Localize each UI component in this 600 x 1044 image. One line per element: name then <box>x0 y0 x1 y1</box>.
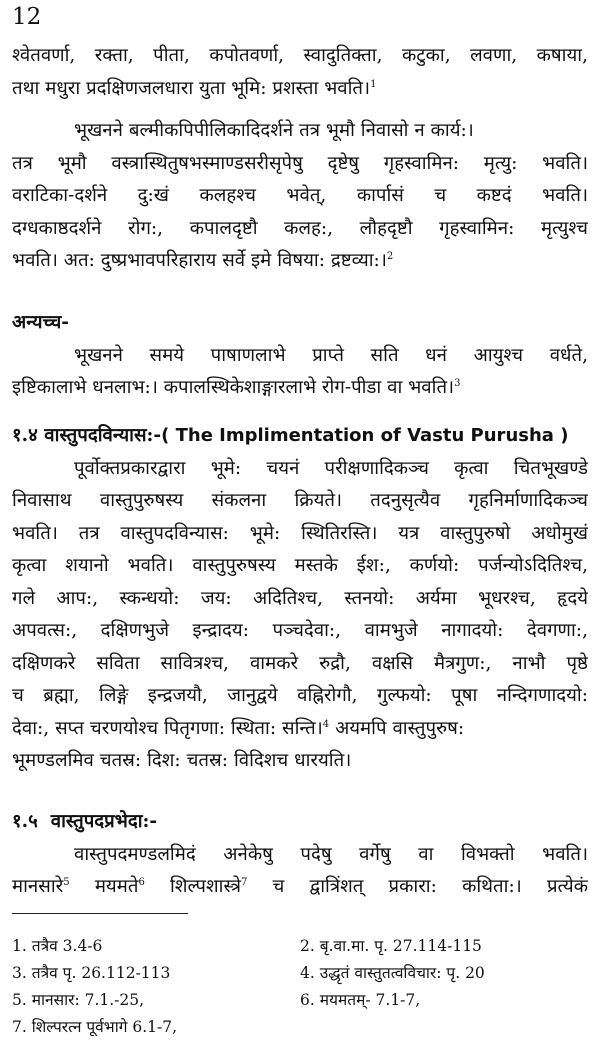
text-line: दग्धकाष्ठदर्शने रोग:, कपालदृष्टौ कलह:, लौहदृष्टौ गृहस्वामिन: मृत्युश्च <box>12 217 588 239</box>
section-heading-1-4 <box>12 420 588 453</box>
section-anyat <box>12 307 588 405</box>
paragraph-excavation-signs <box>12 115 588 278</box>
text-line: वास्तुपदमण्डलमिदं अनेकेषु पदेषु वर्गेषु वा विभक्तो भवति। <box>74 843 588 865</box>
text-line: दक्षिणकरे सविता सावित्रश्च, वामकरे रुद्रौ, वक्षसि मैत्रगुण:, नाभौ पृष्ठे <box>12 652 588 674</box>
footnote-3: 3. तत्रैव पृ. 26.112-113 <box>12 964 171 982</box>
text-line: भूखनने बल्मीकपिपीलिकादिदर्शने तत्र भूमौ निवासो न कार्य:। <box>74 120 474 141</box>
footnote-6: 6. मयमतम्- 7.1-7, <box>300 991 421 1009</box>
text-line: देवा:, सप्त चरणयोश्च पितृगणा: स्थिता: सन्ति।$^4$ अयमपि वास्तुपुरुष: <box>12 717 465 739</box>
section-1-5 <box>12 806 588 904</box>
section-title: वास्तुपदविन्यास:- <box>44 425 162 446</box>
footnote-ref: 1 <box>370 78 377 90</box>
section-number: १.४ <box>12 425 38 446</box>
text-line: तत्र भूमौ वस्त्रास्थितुषभस्माण्डसरीसृपेषु दृष्टेषु गृहस्वामिन: मृत्यु: भवति। <box>12 152 588 174</box>
footnote-ref: 3 <box>454 378 461 389</box>
text-line: भवति। तत्र वास्तुपदविन्यास: भूमे: स्थितिरस्ति। यत्र वास्तुपुरुषो अधोमुखं <box>12 522 588 544</box>
footnote-ref: 4 <box>322 718 330 730</box>
footnote-ref: 2 <box>386 251 394 262</box>
text-line: कृत्वा शयानो भवति। वास्तुपुरुषस्य मस्तके ईश:, कर्णयो: पर्जन्योऽदितिश्च, <box>12 555 588 576</box>
text-line: भूखनने समये पाषाणलाभे प्राप्ते सति धनं आयुश्च वर्धते, <box>74 344 588 366</box>
footnote-ref: 6 <box>138 877 145 888</box>
section-title-english: ( The Implimentation of Vastu Purusha ) <box>161 425 569 446</box>
text-line: अपवत्स:, दक्षिणभुजे इन्द्रादय: पञ्चदेवा:, वामभुजे नागादयो: देवगणा:, <box>12 620 588 641</box>
text-line: गले आप:, स्कन्धयो: जय: अदितिश्च, स्तनयो: अर्यमा भूधरश्च, हृदये <box>12 587 588 609</box>
footnote-4: 4. उद्धृतं वास्तुतत्वविचार: पृ. 20 <box>300 964 485 982</box>
paragraph-soil-colors <box>12 40 588 105</box>
text-line: वराटिका-दर्शने दु:खं कलहश्च भवेत्, कार्पासं च कष्टदं भवति। <box>12 185 588 206</box>
text-line: इष्टिकालाभे धनलाभ:। कपालस्थिकेशाङ्गारलाभे रोग-पीडा वा भवति।$^3$ <box>12 377 461 398</box>
text-line: श्वेतवर्णा, रक्ता, पीता, कपोतवर्णा, स्वादुतिक्ता, कटुका, लवणा, कषाया, <box>12 45 588 66</box>
footnote-1: 1. तत्रैव 3.4-6 <box>12 937 103 955</box>
text-line: भूमण्डलमिव चतस्र: दिश: चतस्र: विदिशच धारयति। <box>12 750 352 771</box>
footnote-7: 7. शिल्परत्न पूर्वभागे 6.1-7, <box>12 1018 178 1036</box>
text-line: च ब्रह्मा, लिङ्गे इन्द्रजयौ, जानुद्वये वह्निरोगौ, गुल्फयो: पूषा नन्दिगणादयो: <box>12 685 588 706</box>
text-line: भवति। अत: दुष्प्रभावपरिहाराय सर्वे इमे विषया: द्रष्टव्या:।$^2$ <box>12 250 394 271</box>
text-line: पूर्वोक्तप्रकारद्वारा भूमे: चयनं परीक्षणादिकञ्च कृत्वा चितभूखण्डे <box>74 457 588 479</box>
footnote-2: 2. बृ.वा.मा. पृ. 27.114-115 <box>300 937 482 955</box>
text-line: निवासाथ वास्तुपुरुषस्य संकलना क्रियते। तदनुसृत्यैव गृहनिर्माणादिकञ्च <box>12 490 588 511</box>
subheading-anyat: अन्यच्च- <box>12 312 70 333</box>
section-1-4 <box>12 420 588 778</box>
footnote-ref: 7 <box>240 877 248 888</box>
footnote-separator <box>12 913 188 914</box>
section-heading-1-5 <box>12 806 588 839</box>
text-line: मानसारे$^5$ मयमते$^6$ शिल्पशास्त्रे$^7$ च द्वात्रिंशत् प्रकारा: कथिता:। प्रत्येकं <box>12 876 588 897</box>
text-line: तथा मधुरा प्रदक्षिणजलधारा युता भूमि: प्रशस्ता भवति।$^1$ <box>12 77 377 99</box>
section-title: वास्तुपदप्रभेदा:- <box>50 811 158 832</box>
page-number: 12 <box>12 4 42 30</box>
footnote-5: 5. मानसार: 7.1.-25, <box>12 991 145 1009</box>
section-number: १.५ <box>12 811 38 832</box>
footnote-ref: 5 <box>63 877 70 888</box>
